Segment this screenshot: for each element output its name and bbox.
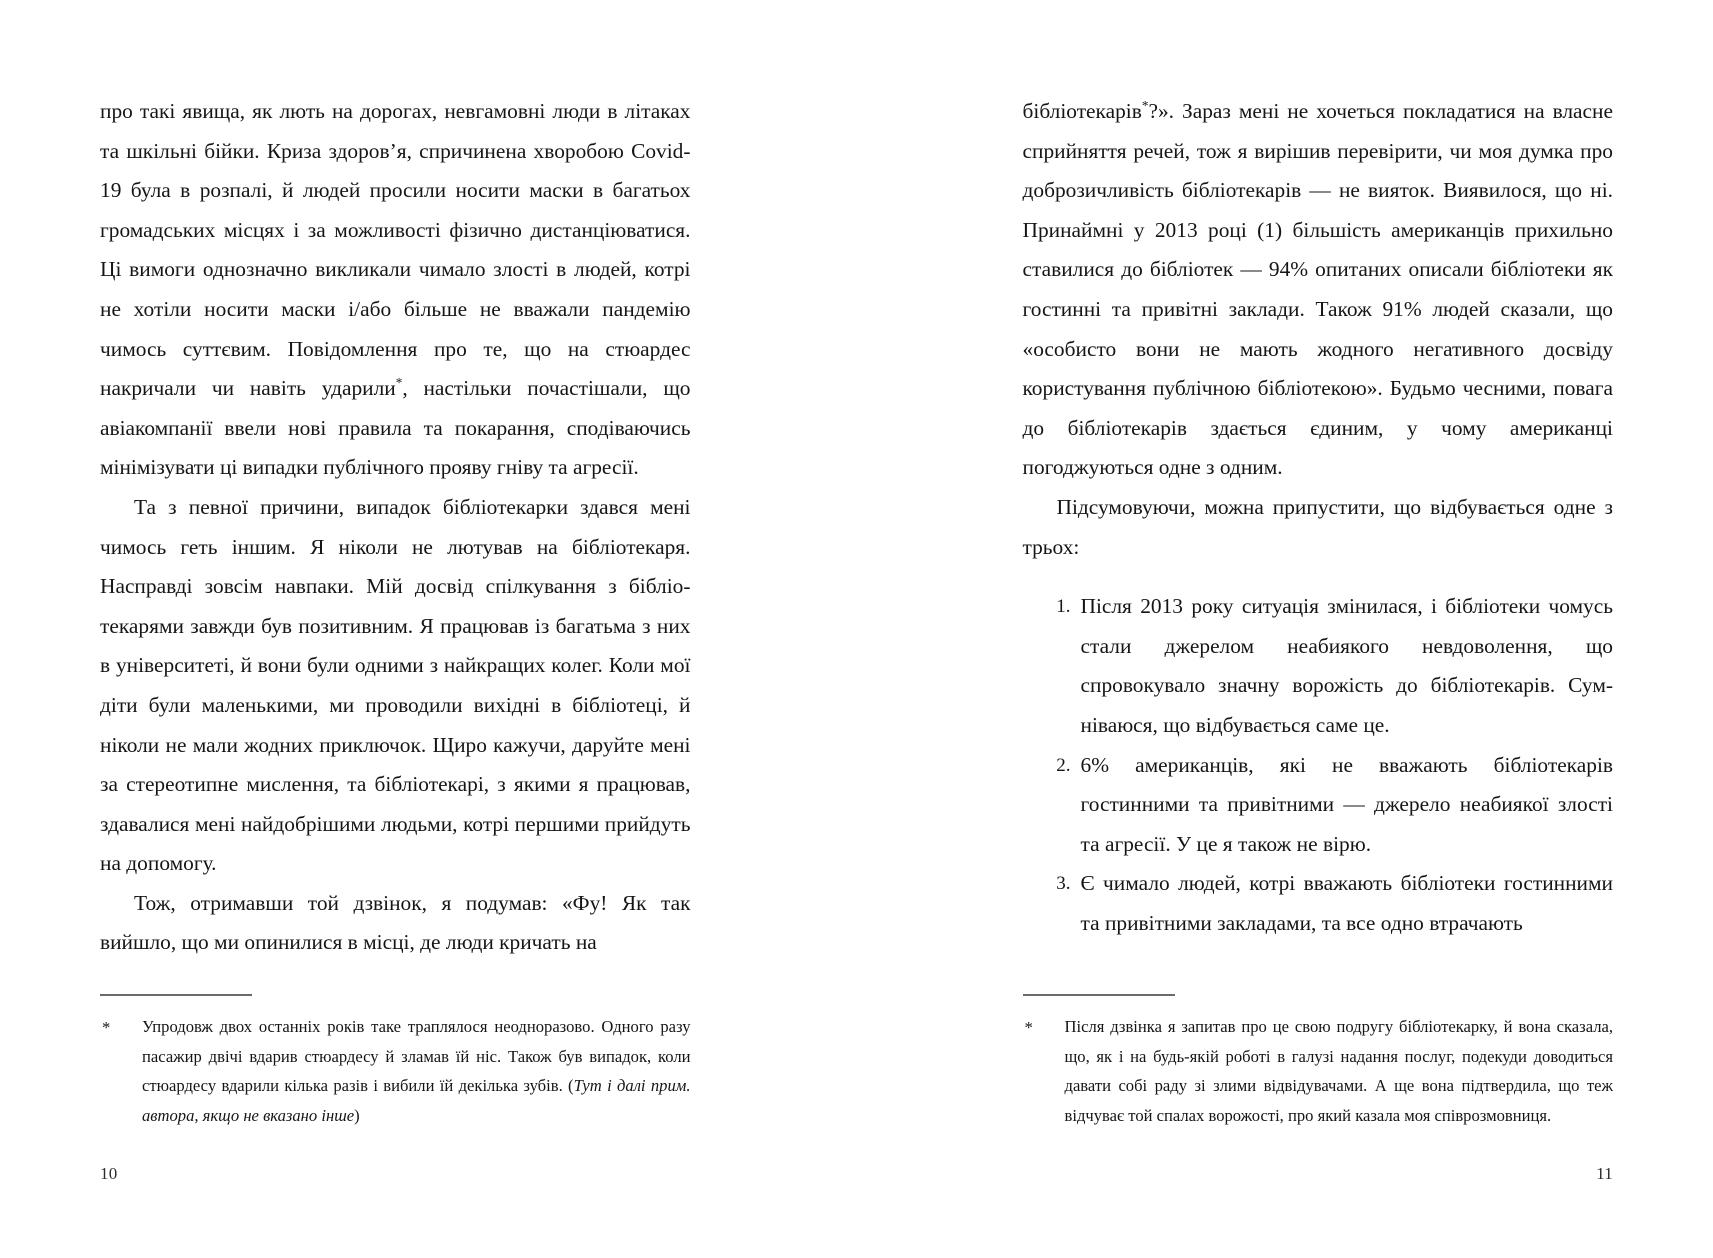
list-item-marker: 3. [1056,873,1071,895]
paragraph-1-text: про такі явища, як лють на дорогах, невгамовні люди в літаках та шкільні бійки. Криза здоров’я, спричинена хворобою Covid-19 була в розпалі, й людей просили носити маски в багатьох громадських місцях і за можливості фізично дистанціюватися. Ці вимоги однозначно викликали чимало злості в людей, котрі не хотіли носити маски і/або більше не вважали пандемію чимось суттєвим. Повідомлення про те, що на стюардес накричали чи навіть ударили [100,99,691,401]
list-item-text: Після 2013 року ситуація змінилася, і бібліотеки чомусь стали джерелом неабиякого невдоволення, що спровокувало значну ворожість до бібліотекарів. Сумніваюся, що відбувається саме це. [1080,594,1613,737]
left-page-body [100,92,691,963]
paragraph-2: Підсумовуючи, можна припустити, що відбувається одне з трьох: [1022,494,1613,559]
list-item [1023,746,1614,865]
list-item [1023,864,1614,943]
footnote-text: Після дзвінка я запитав про це свою подругу бібліотекарку, й вона сказала, що, як і на будь-якій роботі в галузі надання послуг, подекуди доводиться давати собі раду зі злими відвідувачами. А ще вона підтвердила, що теж відчуває той спалах ворожості, про який казала моя співрозмовниця. [1064,1017,1613,1125]
footnote-left [100,1012,691,1130]
right-page-footnote-area [857,994,1713,1130]
footnote-reference-asterisk[interactable]: * [1141,97,1149,113]
footnote-text-part1: Упродовж двох останніх років таке траплялося неодноразово. Одного разу пасажир двічі вдарив стюардесу й зламав їй ніс. Також був випадок, коли стюардесу вдарили кілька разів і вибили їй декілька зубів. ( [142,1017,691,1095]
paragraph-1-tail: , настільки почастішали, що авіакомпанії ввели нові правила та покарання, сподіваючись мінімізувати ці випадки публічного прояву гніву та агресії. [100,376,691,480]
footnote-right [1023,1012,1614,1130]
left-page-footnote-area [0,994,857,1130]
page-number-right: 11 [1596,1164,1613,1183]
paragraph-3: Тож, отримавши той дзвінок, я подумав: «Фу! Як так вийшло, що ми опинилися в місці, де люди кричать на [100,890,691,955]
list-item-marker: 2. [1056,754,1071,776]
paragraph-2: Та з певної причини, випадок бібліотекарки здався мені чимось геть іншим. Я ніколи не лютував на бібліотекаря. Насправді зовсім навпаки. Мій досвід спілкування з бібліотекарями завжди був позитивним. Я працював із багатьма з них в університеті, й вони були одними з найкращих колег. Коли мої діти були маленькими, ми проводили вихідні в бібліотеці, й ніколи не мали жодних приключок. Щиро кажучи, даруйте мені за стереотипне мислення, та бібліотекарі, з якими я працював, здавалися мені найдобрішими людьми, котрі першими прийдуть на допомогу. [100,494,691,876]
footnote-separator-rule [100,994,252,996]
list-item-text: Є чимало людей, котрі вважають бібліотеки гостинними та привітними закладами, та все одно втрачають [1080,871,1613,935]
footnote-marker: * [1024,1018,1033,1037]
numbered-list [1023,587,1614,943]
footnote-marker: * [102,1018,111,1037]
footnote-text-part2: ) [354,1105,360,1125]
page-number-left: 10 [100,1164,118,1183]
paragraph-1 [1023,92,1614,488]
footnote-separator-rule [1023,994,1175,996]
right-page-body [1023,92,1614,567]
right-page [857,0,1713,1258]
paragraph-1 [100,92,691,488]
footnote-reference-asterisk[interactable]: * [395,375,403,391]
list-item-text: 6% американців, які не вважають бібліотекарів гостинними та привітними — джерело неабиякої злості та агресії. У це я також не вірю. [1080,752,1613,856]
paragraph-1-head: бібліотекарів [1022,99,1142,123]
footnote-text-italic: Тут і далі прим. автора, якщо не вказано інше [142,1076,691,1125]
list-spacer [1023,567,1614,587]
list-item [1023,587,1614,745]
list-item-marker: 1. [1056,596,1071,618]
paragraph-1-tail: ?». Зараз мені не хочеться покладатися на власне сприйняття речей, тож я вирішив перевірити, чи моя думка про доброзичливість бібліотекарів — не вияток. Виявилося, що ні. Принаймні у 2013 році (1) більшість американців прихильно ставилися до бібліотек — 94% опитаних описали бібліотеки як гостинні та привітні заклади. Також 91% людей сказали, що «особисто вони не мають жодного негативного досвіду користування публічною бібліотекою». Будьмо чесними, повага до бібліотекарів здається єдиним, у чому американці погоджуються одне з одним. [1022,99,1613,480]
